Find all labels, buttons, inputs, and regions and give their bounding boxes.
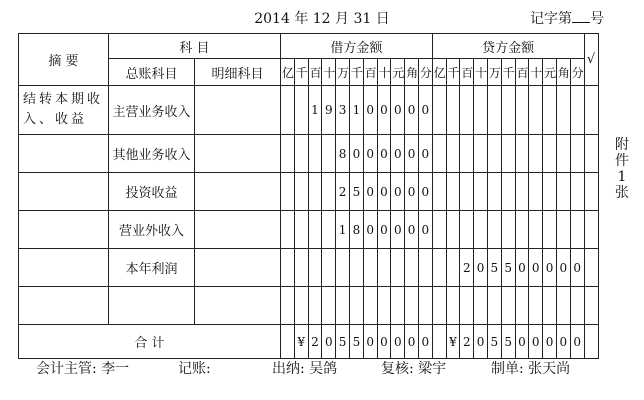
credit-amount-digit xyxy=(460,287,474,325)
debit-digit-header: 亿 xyxy=(281,59,295,86)
credit-amount-digit xyxy=(556,173,570,211)
entry-row xyxy=(19,211,599,249)
credit-amount-digit: 0 xyxy=(474,249,488,287)
debit-amount-digit xyxy=(294,173,308,211)
credit-amount-digit xyxy=(543,86,557,135)
attachment-note xyxy=(615,137,629,201)
debit-amount-digit: 0 xyxy=(391,211,405,249)
credit-amount-digit xyxy=(501,86,515,135)
debit-amount-digit xyxy=(294,211,308,249)
check-mark-cell xyxy=(584,211,598,249)
reviewer-signature: 复核: 梁宇 xyxy=(381,361,447,377)
credit-amount-digit xyxy=(570,287,584,325)
debit-amount-digit: 9 xyxy=(322,86,336,135)
credit-amount-digit: 0 xyxy=(515,249,529,287)
credit-amount-digit xyxy=(432,287,446,325)
total-debit-digit: 0 xyxy=(405,325,419,359)
entry-summary xyxy=(19,211,109,249)
entry-detail xyxy=(195,86,281,135)
credit-amount-digit xyxy=(515,287,529,325)
total-credit-digit: 0 xyxy=(570,325,584,359)
credit-amount-digit xyxy=(487,287,501,325)
general-ledger-header: 总账科目 xyxy=(109,59,195,86)
entry-account: 本年利润 xyxy=(109,249,195,287)
total-label: 合 计 xyxy=(19,325,281,359)
debit-digit-header: 十 xyxy=(322,59,336,86)
total-credit-digit: ¥ xyxy=(446,325,460,359)
debit-amount-digit xyxy=(349,287,363,325)
credit-amount-digit xyxy=(446,287,460,325)
total-row xyxy=(19,325,599,359)
credit-amount-digit xyxy=(529,211,543,249)
debit-amount-digit xyxy=(294,249,308,287)
debit-amount-digit xyxy=(308,211,322,249)
credit-digit-header: 角 xyxy=(556,59,570,86)
debit-amount-digit: 0 xyxy=(363,173,377,211)
debit-amount-digit: 0 xyxy=(377,86,391,135)
debit-amount-digit: 0 xyxy=(377,135,391,173)
credit-amount-digit xyxy=(515,173,529,211)
entry-summary xyxy=(19,287,109,325)
credit-amount-digit xyxy=(529,86,543,135)
total-credit-digit: 5 xyxy=(501,325,515,359)
debit-amount-digit xyxy=(281,173,295,211)
credit-amount-digit xyxy=(460,135,474,173)
entry-account: 投资收益 xyxy=(109,173,195,211)
voucher-prefix: 记字第 xyxy=(530,11,572,27)
credit-amount-digit xyxy=(474,135,488,173)
voucher-date: 2014 年 12 月 31 日 xyxy=(254,11,390,27)
total-credit-digit xyxy=(432,325,446,359)
credit-amount-digit xyxy=(474,287,488,325)
debit-amount-digit xyxy=(281,249,295,287)
credit-amount-digit xyxy=(487,86,501,135)
total-credit-digit: 0 xyxy=(474,325,488,359)
debit-amount-digit: 0 xyxy=(391,135,405,173)
entry-summary xyxy=(19,249,109,287)
debit-amount-digit: 0 xyxy=(418,135,432,173)
debit-amount-digit: 0 xyxy=(418,211,432,249)
entry-summary xyxy=(19,173,109,211)
credit-amount-digit xyxy=(529,173,543,211)
credit-amount-digit xyxy=(556,287,570,325)
credit-amount-digit xyxy=(556,86,570,135)
credit-digit-header: 百 xyxy=(460,59,474,86)
total-debit-digit: 0 xyxy=(418,325,432,359)
entry-row xyxy=(19,287,599,325)
credit-amount-digit: 5 xyxy=(501,249,515,287)
preparer-signature: 制单: 张天尚 xyxy=(491,361,571,377)
debit-amount-digit xyxy=(294,135,308,173)
total-debit-digit xyxy=(281,325,295,359)
voucher-table xyxy=(18,33,599,359)
header-row-1 xyxy=(19,34,599,59)
debit-digit-header: 角 xyxy=(405,59,419,86)
entry-account xyxy=(109,287,195,325)
credit-amount-digit xyxy=(501,173,515,211)
total-credit-digit: 0 xyxy=(543,325,557,359)
subject-header: 科 目 xyxy=(109,34,281,59)
check-mark-cell xyxy=(584,325,598,359)
debit-amount-digit xyxy=(336,249,350,287)
credit-amount-digit xyxy=(474,86,488,135)
check-mark-cell xyxy=(584,249,598,287)
credit-amount-digit xyxy=(460,173,474,211)
credit-digit-header: 十 xyxy=(474,59,488,86)
credit-amount-digit xyxy=(446,135,460,173)
entry-summary xyxy=(19,135,109,173)
credit-amount-digit xyxy=(529,287,543,325)
credit-amount-digit: 2 xyxy=(460,249,474,287)
debit-digit-header: 万 xyxy=(336,59,350,86)
total-credit-digit: 0 xyxy=(515,325,529,359)
debit-amount-digit xyxy=(418,287,432,325)
total-debit-digit: 0 xyxy=(377,325,391,359)
supervisor-signature: 会计主管: 李一 xyxy=(36,361,130,377)
credit-amount-digit xyxy=(501,211,515,249)
credit-digit-header: 万 xyxy=(487,59,501,86)
credit-amount-digit: 0 xyxy=(570,249,584,287)
debit-amount-digit: 8 xyxy=(349,211,363,249)
debit-amount-digit xyxy=(308,287,322,325)
credit-digit-header: 百 xyxy=(515,59,529,86)
credit-amount-digit xyxy=(515,86,529,135)
credit-amount-digit xyxy=(446,211,460,249)
debit-amount-digit xyxy=(377,287,391,325)
detail-header: 明细科目 xyxy=(195,59,281,86)
debit-amount-digit: 0 xyxy=(391,173,405,211)
total-debit-digit: ¥ xyxy=(294,325,308,359)
credit-amount-digit xyxy=(556,211,570,249)
credit-amount-digit: 5 xyxy=(487,249,501,287)
bookkeeper-signature: 记账: xyxy=(178,361,211,377)
entry-row xyxy=(19,173,599,211)
debit-amount-digit: 1 xyxy=(336,211,350,249)
debit-digit-header: 元 xyxy=(391,59,405,86)
credit-amount-digit xyxy=(570,211,584,249)
debit-amount-digit xyxy=(391,287,405,325)
entry-row xyxy=(19,135,599,173)
debit-amount-digit xyxy=(391,249,405,287)
credit-amount-digit xyxy=(556,135,570,173)
total-debit-digit: 5 xyxy=(336,325,350,359)
attachment-char: 张 xyxy=(615,185,629,201)
entry-detail xyxy=(195,173,281,211)
check-mark-cell xyxy=(584,287,598,325)
debit-amount-digit: 0 xyxy=(377,173,391,211)
credit-amount-digit xyxy=(474,173,488,211)
debit-amount-digit: 5 xyxy=(349,173,363,211)
total-debit-digit: 2 xyxy=(308,325,322,359)
debit-amount-digit: 2 xyxy=(336,173,350,211)
credit-amount-digit xyxy=(432,173,446,211)
credit-amount-digit xyxy=(570,135,584,173)
voucher-suffix: 号 xyxy=(590,11,604,27)
debit-digit-header: 千 xyxy=(349,59,363,86)
credit-amount-digit xyxy=(446,249,460,287)
entry-detail xyxy=(195,249,281,287)
total-debit-digit: 5 xyxy=(349,325,363,359)
debit-amount-digit xyxy=(281,211,295,249)
debit-amount-digit: 0 xyxy=(405,211,419,249)
credit-amount-digit xyxy=(529,135,543,173)
entry-row xyxy=(19,249,599,287)
credit-digit-header: 亿 xyxy=(432,59,446,86)
credit-amount-digit: 0 xyxy=(529,249,543,287)
check-mark-cell xyxy=(584,86,598,135)
debit-amount-digit: 1 xyxy=(349,86,363,135)
entry-detail xyxy=(195,211,281,249)
entry-row xyxy=(19,86,599,135)
credit-amount-digit xyxy=(543,135,557,173)
debit-amount-digit xyxy=(349,249,363,287)
credit-digit-header: 千 xyxy=(501,59,515,86)
credit-amount-digit xyxy=(432,135,446,173)
debit-amount-digit xyxy=(405,287,419,325)
credit-digit-header: 十 xyxy=(529,59,543,86)
debit-amount-digit xyxy=(377,249,391,287)
debit-digit-header: 百 xyxy=(308,59,322,86)
debit-amount-digit: 0 xyxy=(391,86,405,135)
debit-amount-digit xyxy=(308,173,322,211)
credit-amount-digit xyxy=(501,135,515,173)
debit-amount-digit: 0 xyxy=(405,86,419,135)
debit-header: 借方金额 xyxy=(281,34,433,59)
total-credit-digit: 5 xyxy=(487,325,501,359)
credit-amount-digit xyxy=(543,173,557,211)
credit-digit-header: 千 xyxy=(446,59,460,86)
debit-digit-header: 分 xyxy=(418,59,432,86)
debit-amount-digit: 0 xyxy=(418,173,432,211)
debit-digit-header: 千 xyxy=(294,59,308,86)
credit-amount-digit xyxy=(570,173,584,211)
credit-digit-header: 元 xyxy=(543,59,557,86)
debit-digit-header: 十 xyxy=(377,59,391,86)
debit-amount-digit: 0 xyxy=(405,173,419,211)
debit-amount-digit: 0 xyxy=(405,135,419,173)
entry-account: 营业外收入 xyxy=(109,211,195,249)
total-debit-digit: 0 xyxy=(391,325,405,359)
debit-amount-digit xyxy=(322,173,336,211)
debit-amount-digit xyxy=(294,86,308,135)
total-debit-digit: 0 xyxy=(322,325,336,359)
debit-amount-digit xyxy=(322,135,336,173)
credit-amount-digit xyxy=(460,86,474,135)
debit-amount-digit: 0 xyxy=(363,211,377,249)
debit-amount-digit xyxy=(308,135,322,173)
debit-amount-digit: 0 xyxy=(349,135,363,173)
attachment-char: 附 xyxy=(615,137,629,153)
debit-amount-digit xyxy=(322,211,336,249)
credit-amount-digit xyxy=(487,173,501,211)
debit-amount-digit: 1 xyxy=(308,86,322,135)
credit-amount-digit xyxy=(432,86,446,135)
debit-amount-digit xyxy=(405,249,419,287)
credit-amount-digit: 0 xyxy=(543,249,557,287)
voucher-number xyxy=(530,8,604,28)
debit-amount-digit: 0 xyxy=(418,86,432,135)
debit-amount-digit xyxy=(294,287,308,325)
credit-amount-digit xyxy=(432,249,446,287)
entry-detail xyxy=(195,287,281,325)
debit-amount-digit xyxy=(336,287,350,325)
credit-amount-digit xyxy=(570,86,584,135)
credit-amount-digit xyxy=(515,211,529,249)
credit-amount-digit xyxy=(543,287,557,325)
debit-amount-digit xyxy=(281,135,295,173)
check-mark-header: √ xyxy=(584,34,598,86)
entry-summary: 结转本期收入、收益 xyxy=(19,86,109,135)
entry-account: 主营业务收入 xyxy=(109,86,195,135)
debit-amount-digit: 0 xyxy=(363,86,377,135)
credit-digit-header: 分 xyxy=(570,59,584,86)
debit-amount-digit xyxy=(281,86,295,135)
total-credit-digit: 0 xyxy=(556,325,570,359)
credit-amount-digit xyxy=(487,211,501,249)
credit-amount-digit: 0 xyxy=(556,249,570,287)
debit-digit-header: 百 xyxy=(363,59,377,86)
check-mark-cell xyxy=(584,173,598,211)
debit-amount-digit: 0 xyxy=(377,211,391,249)
debit-amount-digit: 0 xyxy=(363,135,377,173)
total-credit-digit: 0 xyxy=(529,325,543,359)
credit-amount-digit xyxy=(474,211,488,249)
credit-amount-digit xyxy=(460,211,474,249)
credit-amount-digit xyxy=(501,287,515,325)
debit-amount-digit xyxy=(363,249,377,287)
debit-amount-digit: 3 xyxy=(336,86,350,135)
credit-amount-digit xyxy=(446,173,460,211)
attachment-char: 件 xyxy=(615,153,629,169)
cashier-signature: 出纳: 吴鸽 xyxy=(272,361,338,377)
credit-amount-digit xyxy=(432,211,446,249)
debit-amount-digit xyxy=(363,287,377,325)
debit-amount-digit xyxy=(281,287,295,325)
debit-amount-digit xyxy=(322,287,336,325)
credit-amount-digit xyxy=(446,86,460,135)
total-credit-digit: 2 xyxy=(460,325,474,359)
attachment-count: 1 xyxy=(617,169,627,185)
debit-amount-digit xyxy=(418,249,432,287)
credit-amount-digit xyxy=(515,135,529,173)
check-mark-cell xyxy=(584,135,598,173)
entry-account: 其他业务收入 xyxy=(109,135,195,173)
debit-amount-digit: 8 xyxy=(336,135,350,173)
debit-amount-digit xyxy=(308,249,322,287)
credit-amount-digit xyxy=(543,211,557,249)
voucher-number-blank xyxy=(572,10,590,23)
credit-header: 贷方金额 xyxy=(432,34,584,59)
total-debit-digit: 0 xyxy=(363,325,377,359)
summary-header: 摘 要 xyxy=(19,34,109,86)
credit-amount-digit xyxy=(487,135,501,173)
entry-detail xyxy=(195,135,281,173)
debit-amount-digit xyxy=(322,249,336,287)
